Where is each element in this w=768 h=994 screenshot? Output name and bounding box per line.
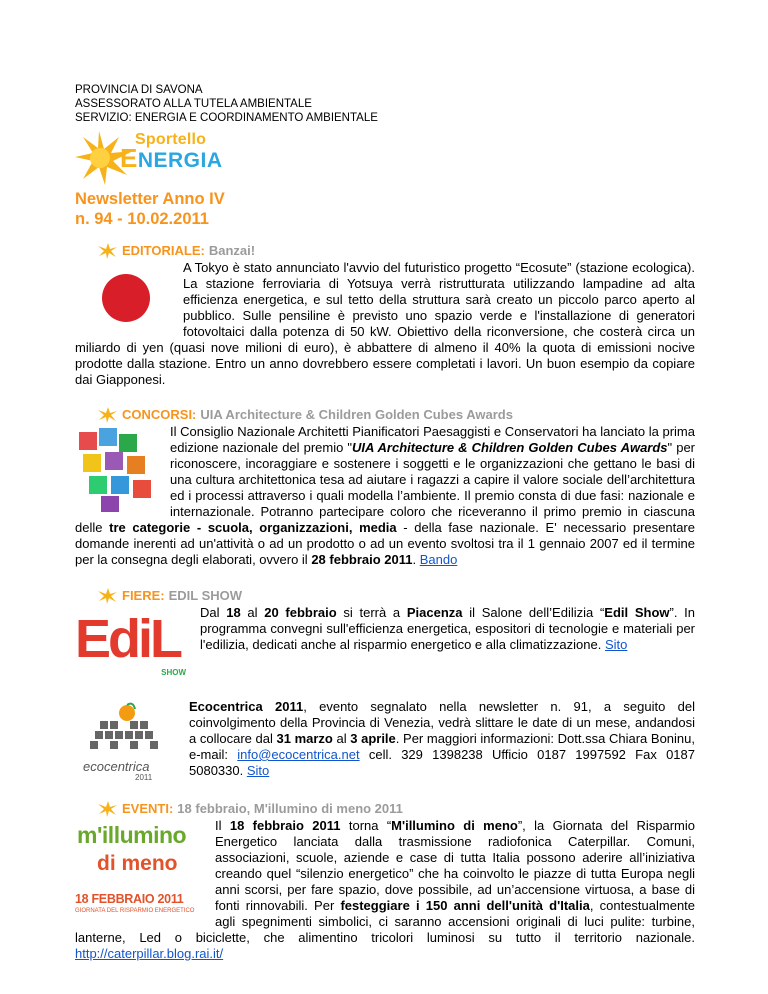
section-label: EDITORIALE:: [122, 243, 205, 258]
edil-show-text: Dal 18 al 20 febbraio si terrà a Piacenza il Salone dell’Edilizia “Edil Show”. In programma convegni sull'efficienza energetica, espositori di tecnologie e materiali per l'edilizia, dedicati anche al risparmio energetico e alla climatizzazione. Sito: [200, 605, 695, 652]
caterpillar-blog-link[interactable]: http://caterpillar.blog.rai.it/: [75, 946, 224, 961]
edil-show-sub: SHOW: [161, 668, 186, 677]
ecocentrica-email-link[interactable]: info@ecocentrica.net: [237, 747, 360, 762]
header-servizio: SERVIZIO: ENERGIA E COORDINAMENTO AMBIENTALE: [75, 112, 378, 124]
japan-flag-image: [75, 260, 183, 340]
newsletter-title: [75, 189, 695, 229]
section-eventi: [75, 801, 695, 962]
section-title: UIA Architecture & Children Golden Cubes Awards: [200, 407, 513, 422]
section-header: [98, 407, 695, 423]
header-block: [75, 83, 695, 125]
section-editoriale: [75, 243, 695, 388]
section-label: EVENTI:: [122, 801, 174, 816]
header-assessorato: ASSESSORATO ALLA TUTELA AMBIENTALE: [75, 98, 312, 110]
editoriale-text: A Tokyo è stato annunciato l'avvio del futuristico progetto “Ecosute” (stazione ecologica). La stazione ferroviaria di Yotsuya verrà ristrutturata utilizzando lampadine ad alta efficienza energetica, e sul tetto della struttura sarà creato un piccolo parco aperto al pubblico. Sulle pensiline è previsto uno spazio verde e l'installazione di generatori fotovoltaici dalla potenza di 50 kW. Obiettivo della riconversione, che costerà circa un miliardo di yen (quasi nove milioni di euro), è abbattere di almeno il 40% la quota di emissioni nocive prodotte dalla stazione. Entro un anno dovrebbero essere completati i lavori. Un buon esempio da copiare dai Giapponesi.: [75, 260, 695, 387]
star-icon: [98, 407, 118, 423]
ecocentrica-logo-text: ecocentrica: [83, 759, 150, 774]
section-fiere: [75, 588, 695, 782]
section-label: FIERE:: [122, 588, 165, 603]
section-title: 18 febbraio, M'illumino di meno 2011: [177, 801, 403, 816]
ecocentrica-text: Ecocentrica 2011, evento segnalato nella newsletter n. 91, a seguito del coinvolgimento della Provincia di Venezia, vedrà slittare le date di un mese, andandosi a collocare dal 31 marzo al 3 aprile. Per maggiori informazioni: Dott.ssa Chiara Boninu, e-mail: info@ecocentrica.net cell. 329 1398238 Ufficio 0187 1997592 Fax 0187 5080330. Sito: [189, 699, 695, 778]
star-icon: [98, 243, 118, 259]
star-icon: [98, 801, 118, 817]
section-header: [98, 243, 695, 259]
eventi-text: Il 18 febbraio 2011 torna “M'illumino di meno”, la Giornata del Risparmio Energetico lanciata dalla trasmissione radiofonica Caterpillar. Comuni, associazioni, scuole, aziende e case di tutta Italia possono aderire all’iniziativa creando quel “silenzio energetico” che ha coinvolto le piazze di tutta Europa negli anni scorsi, per fare spazio, dove possibile, ad un’accensione virtuosa, a base di fonti rinnovabili. Per festeggiare i 150 anni dell'unità d'Italia, contestualmente agli spegnimenti simbolici, ci saranno accensioni originali di luci pulite: turbine, lanterne, Led o biciclette, che alimentino tricolori luminosi su tutto il territorio nazionale. http://caterpillar.blog.rai.it/: [75, 818, 696, 961]
bando-link[interactable]: Bando: [419, 552, 458, 567]
millumino-di-meno-logo: m'illumino di meno 18 FEBBRAIO 2011 GIORNATA DEL RISPARMIO ENERGETICO: [75, 822, 195, 914]
newsletter-number-date: n. 94 - 10.02.2011: [75, 210, 209, 228]
logo-text-sportello: Sportello: [135, 131, 207, 148]
section-title: Banzai!: [208, 243, 256, 258]
edil-show-logo: EdiL SHOW: [75, 609, 186, 677]
section-label: CONCORSI:: [122, 407, 197, 422]
section-header: [98, 588, 695, 604]
section-concorsi: [75, 407, 695, 568]
ecocentrica-site-link[interactable]: Sito: [246, 763, 270, 778]
golden-cubes-image: [75, 424, 170, 520]
edil-show-site-link[interactable]: Sito: [604, 637, 628, 652]
newsletter-page: [75, 83, 695, 962]
section-header: [98, 801, 695, 817]
sportello-energia-logo: [75, 129, 235, 187]
newsletter-year: Newsletter Anno IV: [75, 190, 225, 208]
logo-text-energia: ENERGIA: [120, 143, 223, 173]
section-title: EDIL SHOW: [168, 588, 243, 603]
star-icon: [98, 588, 118, 604]
concorsi-text: Il Consiglio Nazionale Architetti Pianificatori Paesaggisti e Conservatori ha lanciato la prima edizione nazionale del premio "UIA Architecture & Children Golden Cubes Awards" per riconoscere, incoraggiare e sostenere i soggetti e le organizzazioni che gettano le basi di una cultura architettonica tesa ad aiutare i ragazzi a capire il valore sociale dell’architettura ed i processi attraverso i quali modella l’ambiente. Il premio consta di due fasi: nazionale e internazionale. Potranno partecipare coloro che riceveranno il primo premio in ciascuna delle tre categorie - scuola, organizzazioni, media - della fase nazionale. E' necessario presentare domande inerenti ad un'attività o ad un prodotto o ad un evento svoltosi tra il 1 gennaio 2007 ed il termine per la consegna degli elaborati, ovvero il 28 febbraio 2011. Bando: [75, 424, 695, 567]
ecocentrica-logo: [75, 701, 190, 781]
ecocentrica-logo-year: 2011: [135, 773, 153, 782]
header-provincia: PROVINCIA DI SAVONA: [75, 84, 203, 96]
